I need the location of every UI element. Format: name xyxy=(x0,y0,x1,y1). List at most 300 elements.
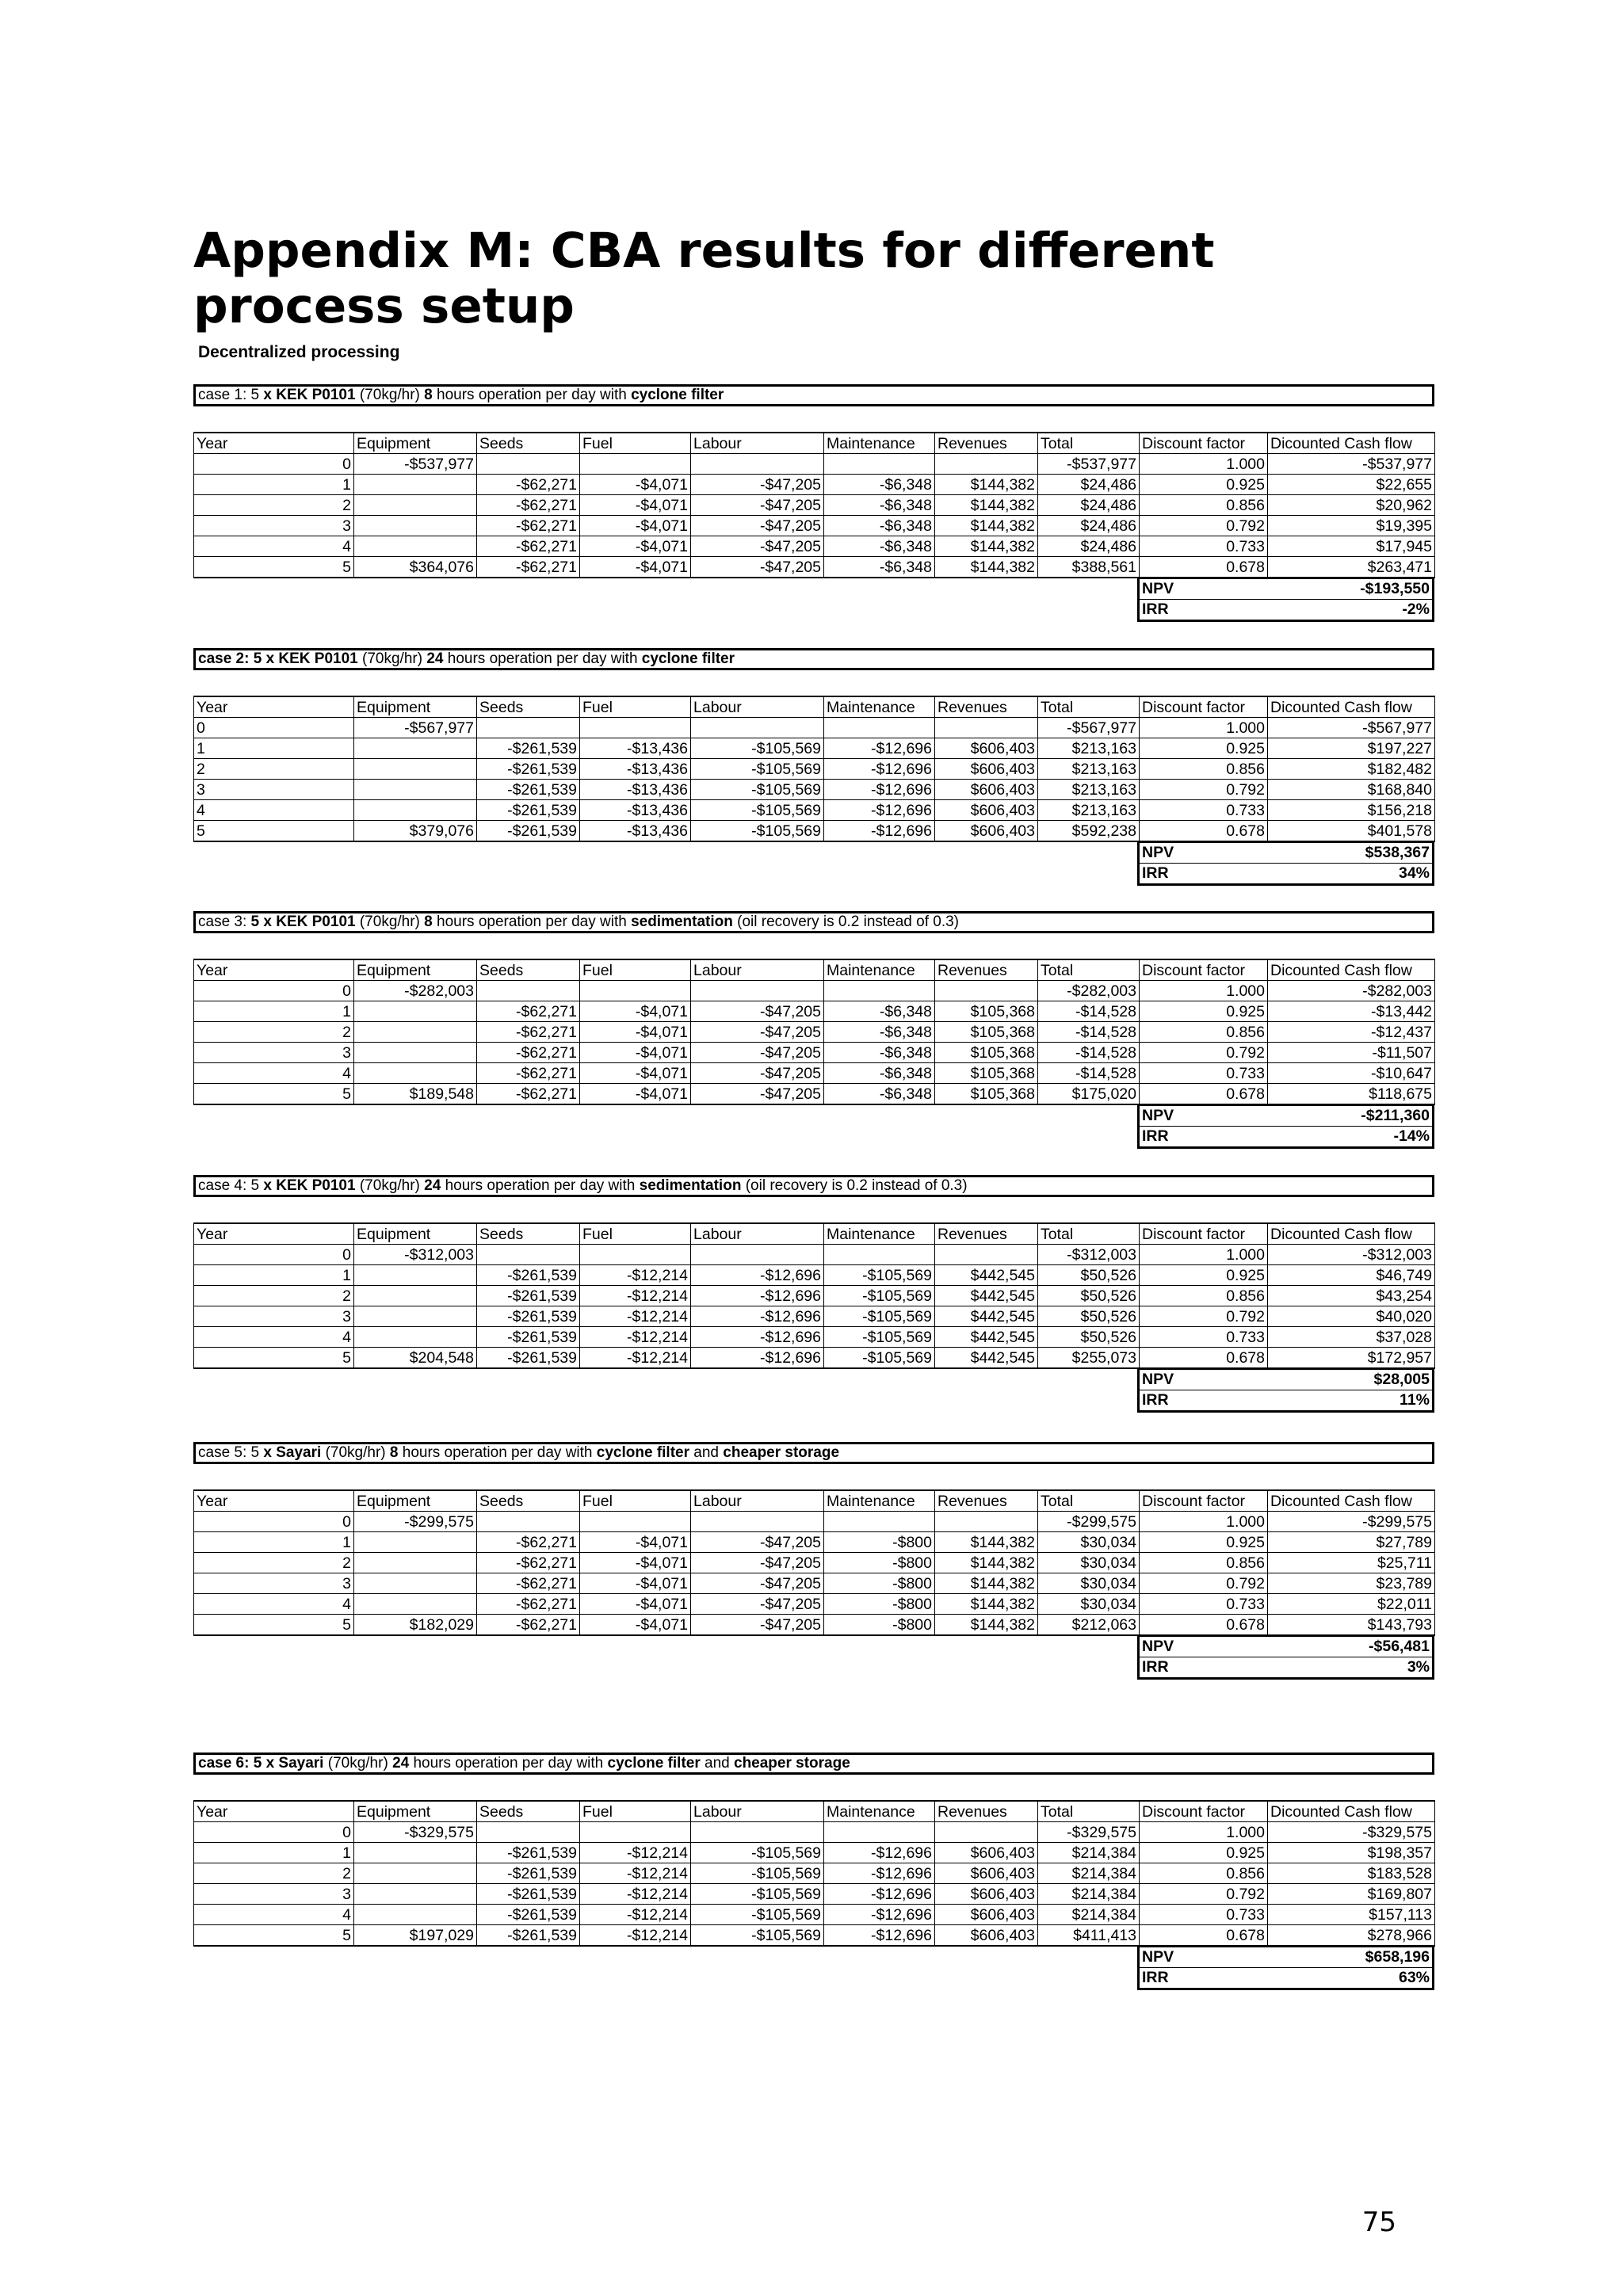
value-cell: -$4,071 xyxy=(580,1063,691,1084)
value-cell: -$12,696 xyxy=(824,1925,935,1947)
value-cell xyxy=(354,1063,477,1084)
value-cell: $213,163 xyxy=(1038,800,1140,821)
value-cell: $24,486 xyxy=(1038,536,1140,557)
value-cell: -$261,539 xyxy=(477,1925,580,1947)
value-cell: -$47,205 xyxy=(691,495,824,516)
value-cell xyxy=(691,1245,824,1265)
value-cell xyxy=(354,1286,477,1306)
column-header: Maintenance xyxy=(824,1490,935,1512)
value-cell: -$12,696 xyxy=(824,759,935,780)
value-cell: $606,403 xyxy=(935,780,1038,800)
value-cell: $606,403 xyxy=(935,1905,1038,1925)
case-header-segment: hours operation per day with xyxy=(398,1444,597,1461)
value-cell: $37,028 xyxy=(1268,1327,1435,1348)
value-cell: $144,382 xyxy=(935,1553,1038,1573)
case-header-segment: x KEK P0101 xyxy=(263,387,356,403)
value-cell: -$12,696 xyxy=(824,1863,935,1884)
value-cell: $212,063 xyxy=(1038,1615,1140,1636)
value-cell: -$62,271 xyxy=(477,1615,580,1636)
value-cell: $172,957 xyxy=(1268,1348,1435,1369)
case-header-segment: 24 xyxy=(426,650,444,667)
case-header-segment: cyclone filter xyxy=(631,387,724,403)
value-cell: $379,076 xyxy=(354,821,477,842)
value-cell: $24,486 xyxy=(1038,516,1140,536)
value-cell: -$261,539 xyxy=(477,1265,580,1286)
case-header-segment: hours operation per day with xyxy=(409,1755,608,1772)
value-cell: -$12,696 xyxy=(824,1905,935,1925)
value-cell xyxy=(824,981,935,1001)
value-cell: $144,382 xyxy=(935,1573,1038,1594)
table-row xyxy=(194,1063,1435,1084)
case-header xyxy=(193,911,1434,933)
value-cell: 0.733 xyxy=(1140,1594,1268,1615)
column-header: Total xyxy=(1038,433,1140,454)
value-cell: -$4,071 xyxy=(580,1043,691,1063)
value-cell: -$12,696 xyxy=(824,1884,935,1905)
column-header: Total xyxy=(1038,1490,1140,1512)
value-cell xyxy=(935,981,1038,1001)
value-cell xyxy=(580,454,691,475)
value-cell: 0.733 xyxy=(1140,1063,1268,1084)
value-cell xyxy=(354,1884,477,1905)
case-header-segment: cyclone filter xyxy=(641,650,735,667)
value-cell: -$13,436 xyxy=(580,821,691,842)
value-cell: $24,486 xyxy=(1038,475,1140,495)
value-cell: 0.925 xyxy=(1140,1265,1268,1286)
value-cell: -$299,575 xyxy=(354,1512,477,1532)
value-cell: -$6,348 xyxy=(824,1084,935,1105)
value-cell: -$12,214 xyxy=(580,1265,691,1286)
value-cell: -$13,436 xyxy=(580,738,691,759)
table-row xyxy=(194,1884,1435,1905)
table-header-row xyxy=(194,1490,1435,1512)
case-header-segment: case 1: 5 xyxy=(198,387,264,403)
case-header xyxy=(193,384,1434,406)
column-header: Fuel xyxy=(580,959,691,981)
value-cell: $46,749 xyxy=(1268,1265,1435,1286)
case-header-segment: cyclone filter xyxy=(596,1444,689,1461)
value-cell: $105,368 xyxy=(935,1043,1038,1063)
value-cell: -$12,214 xyxy=(580,1863,691,1884)
table-row xyxy=(194,981,1435,1001)
column-header: Dicounted Cash flow xyxy=(1268,433,1435,454)
column-header: Maintenance xyxy=(824,959,935,981)
value-cell: -$261,539 xyxy=(477,821,580,842)
irr-value: -14% xyxy=(1393,1127,1430,1145)
npv-value: $538,367 xyxy=(1365,844,1430,861)
column-header: Labour xyxy=(691,1223,824,1245)
case-header-segment: hours operation per day with xyxy=(432,913,632,930)
value-cell: -$12,214 xyxy=(580,1306,691,1327)
irr-label: IRR xyxy=(1142,601,1169,618)
value-cell: -$4,071 xyxy=(580,475,691,495)
table-row xyxy=(194,821,1435,842)
year-cell: 0 xyxy=(194,981,354,1001)
value-cell: 0.733 xyxy=(1140,1327,1268,1348)
value-cell: 0.792 xyxy=(1140,1884,1268,1905)
value-cell: -$62,271 xyxy=(477,495,580,516)
case-header-segment: sedimentation xyxy=(631,913,733,930)
column-header: Discount factor xyxy=(1140,1801,1268,1822)
value-cell xyxy=(354,1001,477,1022)
value-cell: -$800 xyxy=(824,1532,935,1553)
value-cell: -$4,071 xyxy=(580,1001,691,1022)
column-header: Maintenance xyxy=(824,1223,935,1245)
npv-label: NPV xyxy=(1142,844,1174,861)
value-cell: -$105,569 xyxy=(691,1863,824,1884)
table-row xyxy=(194,1001,1435,1022)
value-cell xyxy=(354,1553,477,1573)
value-cell: -$329,575 xyxy=(354,1822,477,1843)
value-cell: -$105,569 xyxy=(824,1286,935,1306)
page-title: Appendix M: CBA results for different process setup xyxy=(193,223,1215,334)
value-cell: -$12,696 xyxy=(824,821,935,842)
value-cell: -$47,205 xyxy=(691,1022,824,1043)
table-row xyxy=(194,1245,1435,1265)
year-cell: 4 xyxy=(194,1905,354,1925)
value-cell xyxy=(354,475,477,495)
irr-value: 11% xyxy=(1400,1391,1430,1409)
value-cell: 0.856 xyxy=(1140,1022,1268,1043)
value-cell: -$4,071 xyxy=(580,1615,691,1636)
year-cell: 3 xyxy=(194,1306,354,1327)
year-cell: 1 xyxy=(194,1265,354,1286)
year-cell: 5 xyxy=(194,1348,354,1369)
value-cell: 0.925 xyxy=(1140,738,1268,759)
column-header: Year xyxy=(194,1490,354,1512)
value-cell: 0.925 xyxy=(1140,1843,1268,1863)
table-header-row xyxy=(194,1801,1435,1822)
value-cell: $30,034 xyxy=(1038,1553,1140,1573)
case-header-segment: x Sayari xyxy=(263,1444,322,1461)
irr-row xyxy=(1140,1657,1432,1677)
table-row xyxy=(194,1594,1435,1615)
value-cell: $213,163 xyxy=(1038,759,1140,780)
value-cell: 0.925 xyxy=(1140,1001,1268,1022)
value-cell: $411,413 xyxy=(1038,1925,1140,1947)
value-cell: $105,368 xyxy=(935,1001,1038,1022)
value-cell xyxy=(354,1265,477,1286)
value-cell: -$261,539 xyxy=(477,1863,580,1884)
value-cell: -$12,696 xyxy=(691,1327,824,1348)
value-cell: -$62,271 xyxy=(477,1532,580,1553)
column-header: Dicounted Cash flow xyxy=(1268,1801,1435,1822)
column-header: Seeds xyxy=(477,1490,580,1512)
value-cell: -$537,977 xyxy=(354,454,477,475)
value-cell: -$261,539 xyxy=(477,1286,580,1306)
value-cell: -$105,569 xyxy=(691,1884,824,1905)
table-row xyxy=(194,1265,1435,1286)
value-cell: -$6,348 xyxy=(824,495,935,516)
value-cell: -$47,205 xyxy=(691,1594,824,1615)
value-cell: $144,382 xyxy=(935,1594,1038,1615)
value-cell: $442,545 xyxy=(935,1327,1038,1348)
value-cell: -$62,271 xyxy=(477,1084,580,1105)
npv-row xyxy=(1140,1947,1432,1967)
npv-label: NPV xyxy=(1142,580,1174,597)
column-header: Fuel xyxy=(580,1490,691,1512)
value-cell: $198,357 xyxy=(1268,1843,1435,1863)
npv-value: -$56,481 xyxy=(1369,1638,1430,1655)
value-cell: $401,578 xyxy=(1268,821,1435,842)
value-cell: $40,020 xyxy=(1268,1306,1435,1327)
npv-label: NPV xyxy=(1142,1107,1174,1124)
value-cell xyxy=(354,738,477,759)
year-cell: 5 xyxy=(194,1925,354,1947)
value-cell: -$12,696 xyxy=(691,1348,824,1369)
value-cell: -$12,214 xyxy=(580,1905,691,1925)
irr-row xyxy=(1140,1390,1432,1410)
npv-value: $28,005 xyxy=(1373,1371,1430,1388)
column-header: Labour xyxy=(691,1490,824,1512)
value-cell: -$62,271 xyxy=(477,1022,580,1043)
year-cell: 5 xyxy=(194,1615,354,1636)
cba-table xyxy=(193,1800,1435,1947)
irr-value: 63% xyxy=(1398,1969,1430,1986)
value-cell: -$4,071 xyxy=(580,1532,691,1553)
year-cell: 5 xyxy=(194,557,354,578)
value-cell: -$11,507 xyxy=(1268,1043,1435,1063)
table-row xyxy=(194,536,1435,557)
table-row xyxy=(194,1084,1435,1105)
case-header-segment: and xyxy=(700,1755,734,1772)
column-header: Dicounted Cash flow xyxy=(1268,959,1435,981)
value-cell xyxy=(477,1822,580,1843)
value-cell: $143,793 xyxy=(1268,1615,1435,1636)
value-cell: -$12,696 xyxy=(691,1286,824,1306)
value-cell: -$6,348 xyxy=(824,536,935,557)
value-cell: $105,368 xyxy=(935,1084,1038,1105)
year-cell: 2 xyxy=(194,1863,354,1884)
value-cell: -$105,569 xyxy=(691,759,824,780)
column-header: Revenues xyxy=(935,1223,1038,1245)
value-cell xyxy=(354,495,477,516)
value-cell: $50,526 xyxy=(1038,1327,1140,1348)
column-header: Equipment xyxy=(354,1490,477,1512)
value-cell: 1.000 xyxy=(1140,454,1268,475)
year-cell: 4 xyxy=(194,1327,354,1348)
npv-value: $658,196 xyxy=(1365,1948,1430,1966)
value-cell: -$6,348 xyxy=(824,1022,935,1043)
year-cell: 4 xyxy=(194,800,354,821)
year-cell: 2 xyxy=(194,1553,354,1573)
value-cell: -$105,569 xyxy=(691,800,824,821)
year-cell: 5 xyxy=(194,1084,354,1105)
value-cell: -$12,214 xyxy=(580,1925,691,1947)
value-cell: -$105,569 xyxy=(691,780,824,800)
value-cell: $606,403 xyxy=(935,738,1038,759)
value-cell xyxy=(354,1327,477,1348)
value-cell: 0.792 xyxy=(1140,1306,1268,1327)
value-cell: $43,254 xyxy=(1268,1286,1435,1306)
value-cell: 0.678 xyxy=(1140,1084,1268,1105)
year-cell: 1 xyxy=(194,475,354,495)
value-cell xyxy=(691,1512,824,1532)
value-cell xyxy=(354,759,477,780)
value-cell: $144,382 xyxy=(935,1532,1038,1553)
table-row xyxy=(194,780,1435,800)
value-cell: -$537,977 xyxy=(1268,454,1435,475)
column-header: Year xyxy=(194,1223,354,1245)
value-cell xyxy=(691,981,824,1001)
table-header-row xyxy=(194,959,1435,981)
value-cell: 0.792 xyxy=(1140,1573,1268,1594)
npv-label: NPV xyxy=(1142,1371,1174,1388)
value-cell: 0.856 xyxy=(1140,759,1268,780)
table-row xyxy=(194,1286,1435,1306)
irr-value: -2% xyxy=(1402,601,1430,618)
value-cell: $388,561 xyxy=(1038,557,1140,578)
value-cell xyxy=(935,1245,1038,1265)
value-cell: $50,526 xyxy=(1038,1265,1140,1286)
year-cell: 3 xyxy=(194,1573,354,1594)
value-cell xyxy=(824,1512,935,1532)
value-cell: $213,163 xyxy=(1038,780,1140,800)
npv-irr-summary xyxy=(1137,577,1434,622)
value-cell: $157,113 xyxy=(1268,1905,1435,1925)
value-cell: -$62,271 xyxy=(477,1063,580,1084)
value-cell: 0.678 xyxy=(1140,1348,1268,1369)
irr-label: IRR xyxy=(1142,1127,1169,1145)
case-header xyxy=(193,648,1434,670)
value-cell: $214,384 xyxy=(1038,1843,1140,1863)
value-cell: -$261,539 xyxy=(477,780,580,800)
value-cell: -$261,539 xyxy=(477,1306,580,1327)
table-row xyxy=(194,475,1435,495)
case-header-segment: cyclone filter xyxy=(607,1755,701,1772)
npv-row xyxy=(1140,1370,1432,1390)
column-header: Fuel xyxy=(580,1223,691,1245)
column-header: Seeds xyxy=(477,1223,580,1245)
year-cell: 0 xyxy=(194,454,354,475)
value-cell: -$6,348 xyxy=(824,516,935,536)
table-row xyxy=(194,718,1435,738)
value-cell: -$13,436 xyxy=(580,759,691,780)
value-cell: -$47,205 xyxy=(691,1084,824,1105)
cba-table xyxy=(193,959,1435,1105)
value-cell: 1.000 xyxy=(1140,1822,1268,1843)
table-header-row xyxy=(194,1223,1435,1245)
value-cell xyxy=(935,1512,1038,1532)
value-cell: 1.000 xyxy=(1140,1512,1268,1532)
value-cell: -$62,271 xyxy=(477,536,580,557)
year-cell: 0 xyxy=(194,718,354,738)
value-cell: $606,403 xyxy=(935,1925,1038,1947)
value-cell: $364,076 xyxy=(354,557,477,578)
case-header-segment: sedimentation xyxy=(639,1177,742,1194)
table-row xyxy=(194,1327,1435,1348)
value-cell: $183,528 xyxy=(1268,1863,1435,1884)
column-header: Equipment xyxy=(354,696,477,718)
value-cell xyxy=(477,718,580,738)
npv-label: NPV xyxy=(1142,1948,1174,1966)
value-cell xyxy=(354,1306,477,1327)
value-cell: $214,384 xyxy=(1038,1884,1140,1905)
case-header-segment: 8 xyxy=(424,913,433,930)
value-cell: $22,011 xyxy=(1268,1594,1435,1615)
column-header: Discount factor xyxy=(1140,433,1268,454)
value-cell: -$14,528 xyxy=(1038,1022,1140,1043)
value-cell: -$4,071 xyxy=(580,1573,691,1594)
table-row xyxy=(194,1843,1435,1863)
value-cell: -$47,205 xyxy=(691,1063,824,1084)
value-cell: $213,163 xyxy=(1038,738,1140,759)
table-row xyxy=(194,1822,1435,1843)
value-cell xyxy=(935,718,1038,738)
value-cell: -$62,271 xyxy=(477,1043,580,1063)
year-cell: 3 xyxy=(194,1043,354,1063)
year-cell: 1 xyxy=(194,738,354,759)
npv-irr-summary xyxy=(1137,1104,1434,1149)
value-cell: -$47,205 xyxy=(691,516,824,536)
value-cell: $442,545 xyxy=(935,1286,1038,1306)
table-row xyxy=(194,495,1435,516)
value-cell: -$567,977 xyxy=(1038,718,1140,738)
npv-irr-summary xyxy=(1137,841,1434,886)
column-header: Equipment xyxy=(354,1223,477,1245)
cba-table xyxy=(193,696,1435,842)
value-cell xyxy=(691,454,824,475)
year-cell: 5 xyxy=(194,821,354,842)
value-cell: -$105,569 xyxy=(691,1905,824,1925)
column-header: Year xyxy=(194,696,354,718)
value-cell: -$261,539 xyxy=(477,1843,580,1863)
value-cell xyxy=(354,1043,477,1063)
case-header-segment: 8 xyxy=(424,387,433,403)
irr-row xyxy=(1140,1967,1432,1988)
value-cell: 0.792 xyxy=(1140,780,1268,800)
value-cell: 0.792 xyxy=(1140,516,1268,536)
value-cell: 0.733 xyxy=(1140,536,1268,557)
column-header: Discount factor xyxy=(1140,1223,1268,1245)
npv-row xyxy=(1140,1106,1432,1126)
column-header: Year xyxy=(194,959,354,981)
value-cell: $19,395 xyxy=(1268,516,1435,536)
value-cell: -$62,271 xyxy=(477,1594,580,1615)
value-cell: $105,368 xyxy=(935,1063,1038,1084)
value-cell: $606,403 xyxy=(935,1884,1038,1905)
case-header-segment: (70kg/hr) xyxy=(355,387,425,403)
npv-label: NPV xyxy=(1142,1638,1174,1655)
npv-irr-summary xyxy=(1137,1367,1434,1413)
case-header-segment: hours operation per day with xyxy=(443,650,642,667)
value-cell: -$105,569 xyxy=(691,821,824,842)
value-cell: -$13,442 xyxy=(1268,1001,1435,1022)
value-cell: -$12,214 xyxy=(580,1843,691,1863)
value-cell: -$47,205 xyxy=(691,1573,824,1594)
case-header-segment: hours operation per day with xyxy=(441,1177,640,1194)
value-cell: 0.925 xyxy=(1140,475,1268,495)
case-header xyxy=(193,1442,1434,1464)
value-cell: -$12,696 xyxy=(691,1265,824,1286)
case-header-segment: (oil recovery is 0.2 instead of 0.3) xyxy=(741,1177,968,1194)
value-cell: -$567,977 xyxy=(1268,718,1435,738)
value-cell: -$12,696 xyxy=(824,738,935,759)
value-cell: -$12,696 xyxy=(824,780,935,800)
value-cell xyxy=(477,1245,580,1265)
column-header: Maintenance xyxy=(824,1801,935,1822)
column-header: Total xyxy=(1038,959,1140,981)
npv-row xyxy=(1140,1637,1432,1657)
case-header-segment: (oil recovery is 0.2 instead of 0.3) xyxy=(732,913,960,930)
value-cell: -$800 xyxy=(824,1573,935,1594)
table-row xyxy=(194,1348,1435,1369)
value-cell: -$105,569 xyxy=(691,1925,824,1947)
column-header: Year xyxy=(194,1801,354,1822)
value-cell: $144,382 xyxy=(935,495,1038,516)
value-cell: -$800 xyxy=(824,1615,935,1636)
value-cell xyxy=(935,454,1038,475)
